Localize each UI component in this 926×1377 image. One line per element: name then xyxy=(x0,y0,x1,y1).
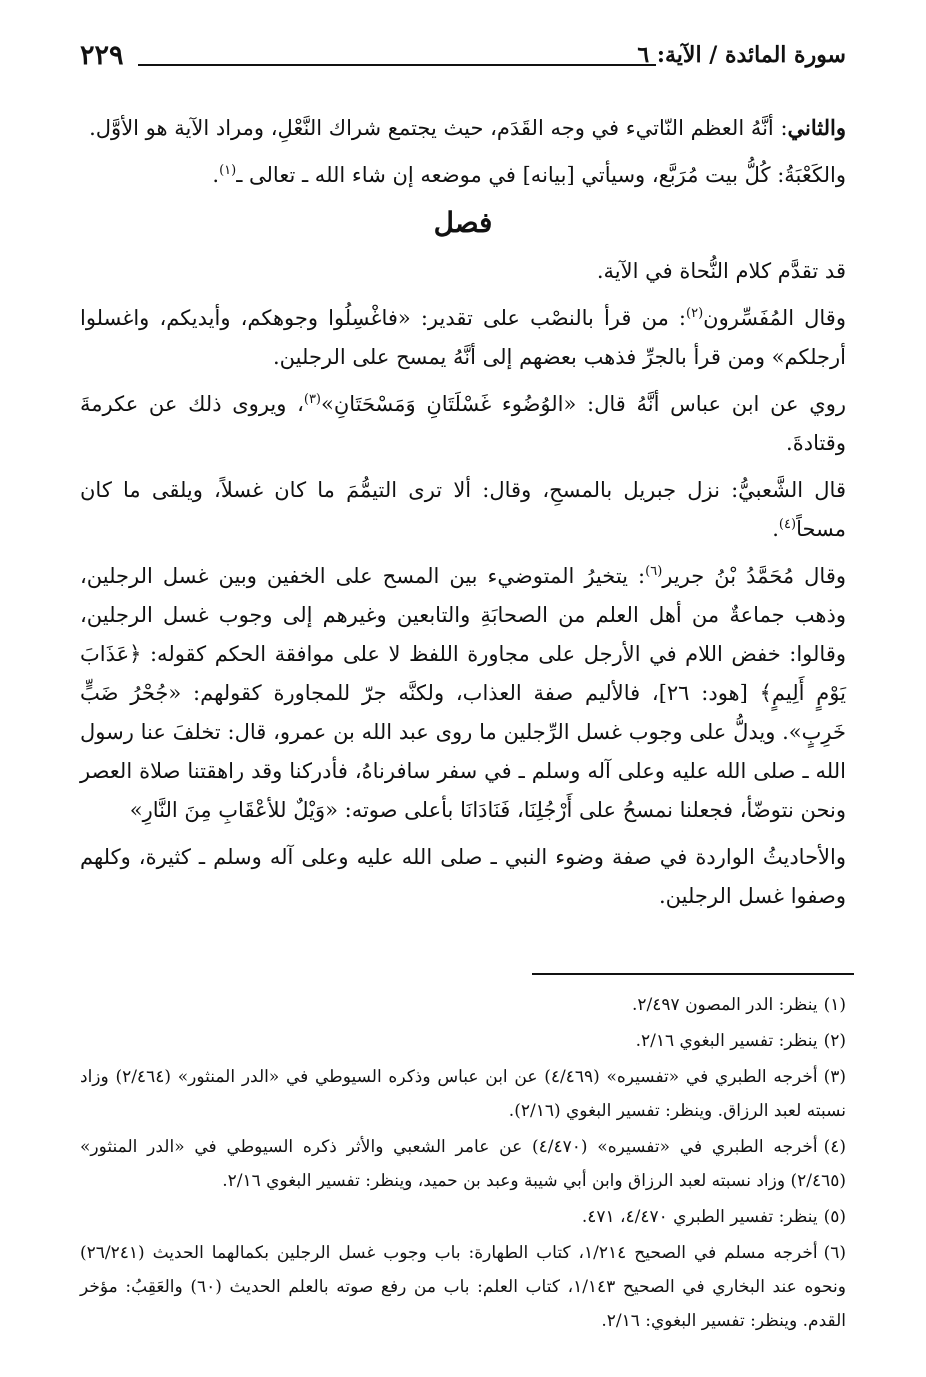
footnote-item xyxy=(80,1130,846,1198)
paragraph-text: قال الشَّعبيُّ: نزل جبريل بالمسحِ، وقال: ألا ترى التيمُّمَ ما كان غسلاً، ويلقى ما كان مسحاً xyxy=(80,478,846,541)
paragraph-text: . xyxy=(212,163,220,187)
paragraph-lead: والثاني xyxy=(787,115,846,140)
footnote-item xyxy=(80,1060,846,1128)
paragraph xyxy=(80,471,846,549)
section-heading: فصل xyxy=(433,206,493,239)
header-rule xyxy=(138,64,656,66)
paragraph-text: : من قرأ بالنصْب على تقدير: «فاغْسِلُوا وجوهكم، وأيديكم، واغسلوا أرجلكم» ومن قرأ بالجرِّ فذهب بعضهم إلى أنَّهُ يمسح على الرجلين. xyxy=(80,306,846,369)
paragraph xyxy=(80,252,846,291)
footnote-number: (١) xyxy=(823,995,846,1015)
footnote-text: ينظر: تفسير الطبري ٤/٤٧٠، ٤٧١. xyxy=(581,1207,818,1227)
footnote-text: ينظر: الدر المصون ٢/٤٩٧. xyxy=(632,995,818,1015)
footnote-number: (٤) xyxy=(823,1137,846,1157)
footnote-item xyxy=(80,1236,846,1338)
paragraph xyxy=(80,108,846,148)
paragraph-text: وقال المُفَسِّرون xyxy=(703,306,846,330)
paragraph-text: روي عن ابن عباس أنَّهُ قال: «الوُضُوء غَسْلَتَانِ وَمَسْحَتَانِ» xyxy=(321,392,846,416)
footnote-ref[interactable]: (٦) xyxy=(645,564,663,579)
main-text xyxy=(80,108,846,924)
page-number: ٢٢٩ xyxy=(80,40,124,71)
footnote-ref[interactable]: (٣) xyxy=(303,392,321,407)
footnote-ref[interactable]: (٢) xyxy=(686,306,704,321)
paragraph-text: . xyxy=(772,517,779,541)
footnote-number: (٣) xyxy=(823,1067,846,1087)
footnote-item xyxy=(80,1200,846,1234)
footnote-text: ينظر: تفسير البغوي ٢/١٦. xyxy=(635,1031,818,1051)
footnote-text: أخرجه مسلم في الصحيح ١/٢١٤، كتاب الطهارة: باب وجوب غسل الرجلين بكمالهما الحديث (٢٦/٢٤١) ونحوه عند البخاري في الصحيح ١/١٤٣، كتاب العلم: باب من رفع صوته بالعلم الحديث (٦٠) والعَقِبُ: مؤخر القدم. وينظر: تفسير البغوي: ٢/١٦. xyxy=(80,1243,846,1331)
footnote-number: (٦) xyxy=(823,1243,846,1263)
footnote-item xyxy=(80,988,846,1022)
footnotes xyxy=(80,988,846,1340)
paragraph-text: قد تقدَّم كلام النُّحاة في الآية. xyxy=(596,259,846,283)
footnote-text: أخرجه الطبري في «تفسيره» (٤/٤٦٩) عن ابن عباس وذكره السيوطي في «الدر المنثور» (٢/٤٦٤) وزاد نسبته لعبد الرزاق. وينظر: تفسير البغوي (٢/١٦). xyxy=(80,1067,846,1121)
footnote-ref[interactable]: (١) xyxy=(219,163,237,178)
footnote-text: أخرجه الطبري في «تفسيره» (٤/٤٧٠) عن عامر الشعبي والأثر ذكره السيوطي في «الدر المنثور» (٢/٤٦٥) وزاد نسبته لعبد الرزاق وابن أبي شيبة وعبد بن حميد، وينظر: تفسير البغوي ٢/١٦. xyxy=(80,1137,846,1191)
paragraph xyxy=(80,299,846,377)
paragraph-text: والكَعْبَةُ: كُلُّ بيت مُرَبَّع، وسيأتي [بيانه] في موضعه إن شاء الله ـ تعالى ـ xyxy=(236,163,846,187)
footnote-divider xyxy=(532,973,854,975)
paragraph-text: ، ويروى ذلك عن عكرمةَ وقتادةَ. xyxy=(80,392,846,455)
footnote-number: (٥) xyxy=(823,1207,846,1227)
paragraph-text: والأحاديثُ الواردة في صفة وضوء النبي ـ صلى الله عليه وعلى آله وسلم ـ كثيرة، وكلهم وصفوا غسل الرجلين. xyxy=(80,845,846,908)
paragraph-text: وقال مُحَمَّدُ بْنُ جرير xyxy=(662,564,846,588)
paragraph xyxy=(80,156,846,195)
footnote-ref[interactable]: (٤) xyxy=(778,517,797,532)
paragraph xyxy=(80,385,846,463)
page-header xyxy=(80,36,846,76)
footnote-item xyxy=(80,1024,846,1058)
footnote-number: (٢) xyxy=(823,1031,846,1051)
paragraph-text: : يتخيرُ المتوضيء بين المسح على الخفين وبين غسل الرجلين، وذهب جماعةٌ من أهل العلم من الصحابَةِ والتابعين وغيرهم إلى وجوب غسل الرجلين، وقالوا: خفض اللام في الأرجل على مجاورة اللفظ لا على موافقة الحكم كقوله: ﴿عَذَابَ يَوْمٍ أَلِيمٍ﴾ [هود: ٢٦]، فالأليم صفة العذاب، ولكنَّه جرّ للمجاورة كقولهم: «جُحْرُ ضَبٍّ خَرِبٍ». ويدلُّ على وجوب غسل الرِّجلين ما روى عبد الله بن عمرو، قال: تخلفَ عنا رسول الله ـ صلى الله عليه وعلى آله وسلم ـ في سفر سافرناهُ، فأدركنا وقد راهقتنا صلاة العصر ونحن نتوضّأ، فجعلنا نمسحُ على أَرْجُلِنَا، فَنَادَانَا بأعلى صوته: «وَيْلٌ للأعْقَابِ مِنَ النَّارِ» xyxy=(80,564,846,822)
paragraph-text: : أنَّهُ العظم النّاتيء في وجه القَدَم، حيث يجتمع شراك النَّعْلِ، ومراد الآية هو الأوَّل. xyxy=(89,116,788,140)
paragraph xyxy=(80,557,846,830)
paragraph xyxy=(80,838,846,916)
running-title: سورة المائدة / الآية: ٦ xyxy=(637,42,846,68)
